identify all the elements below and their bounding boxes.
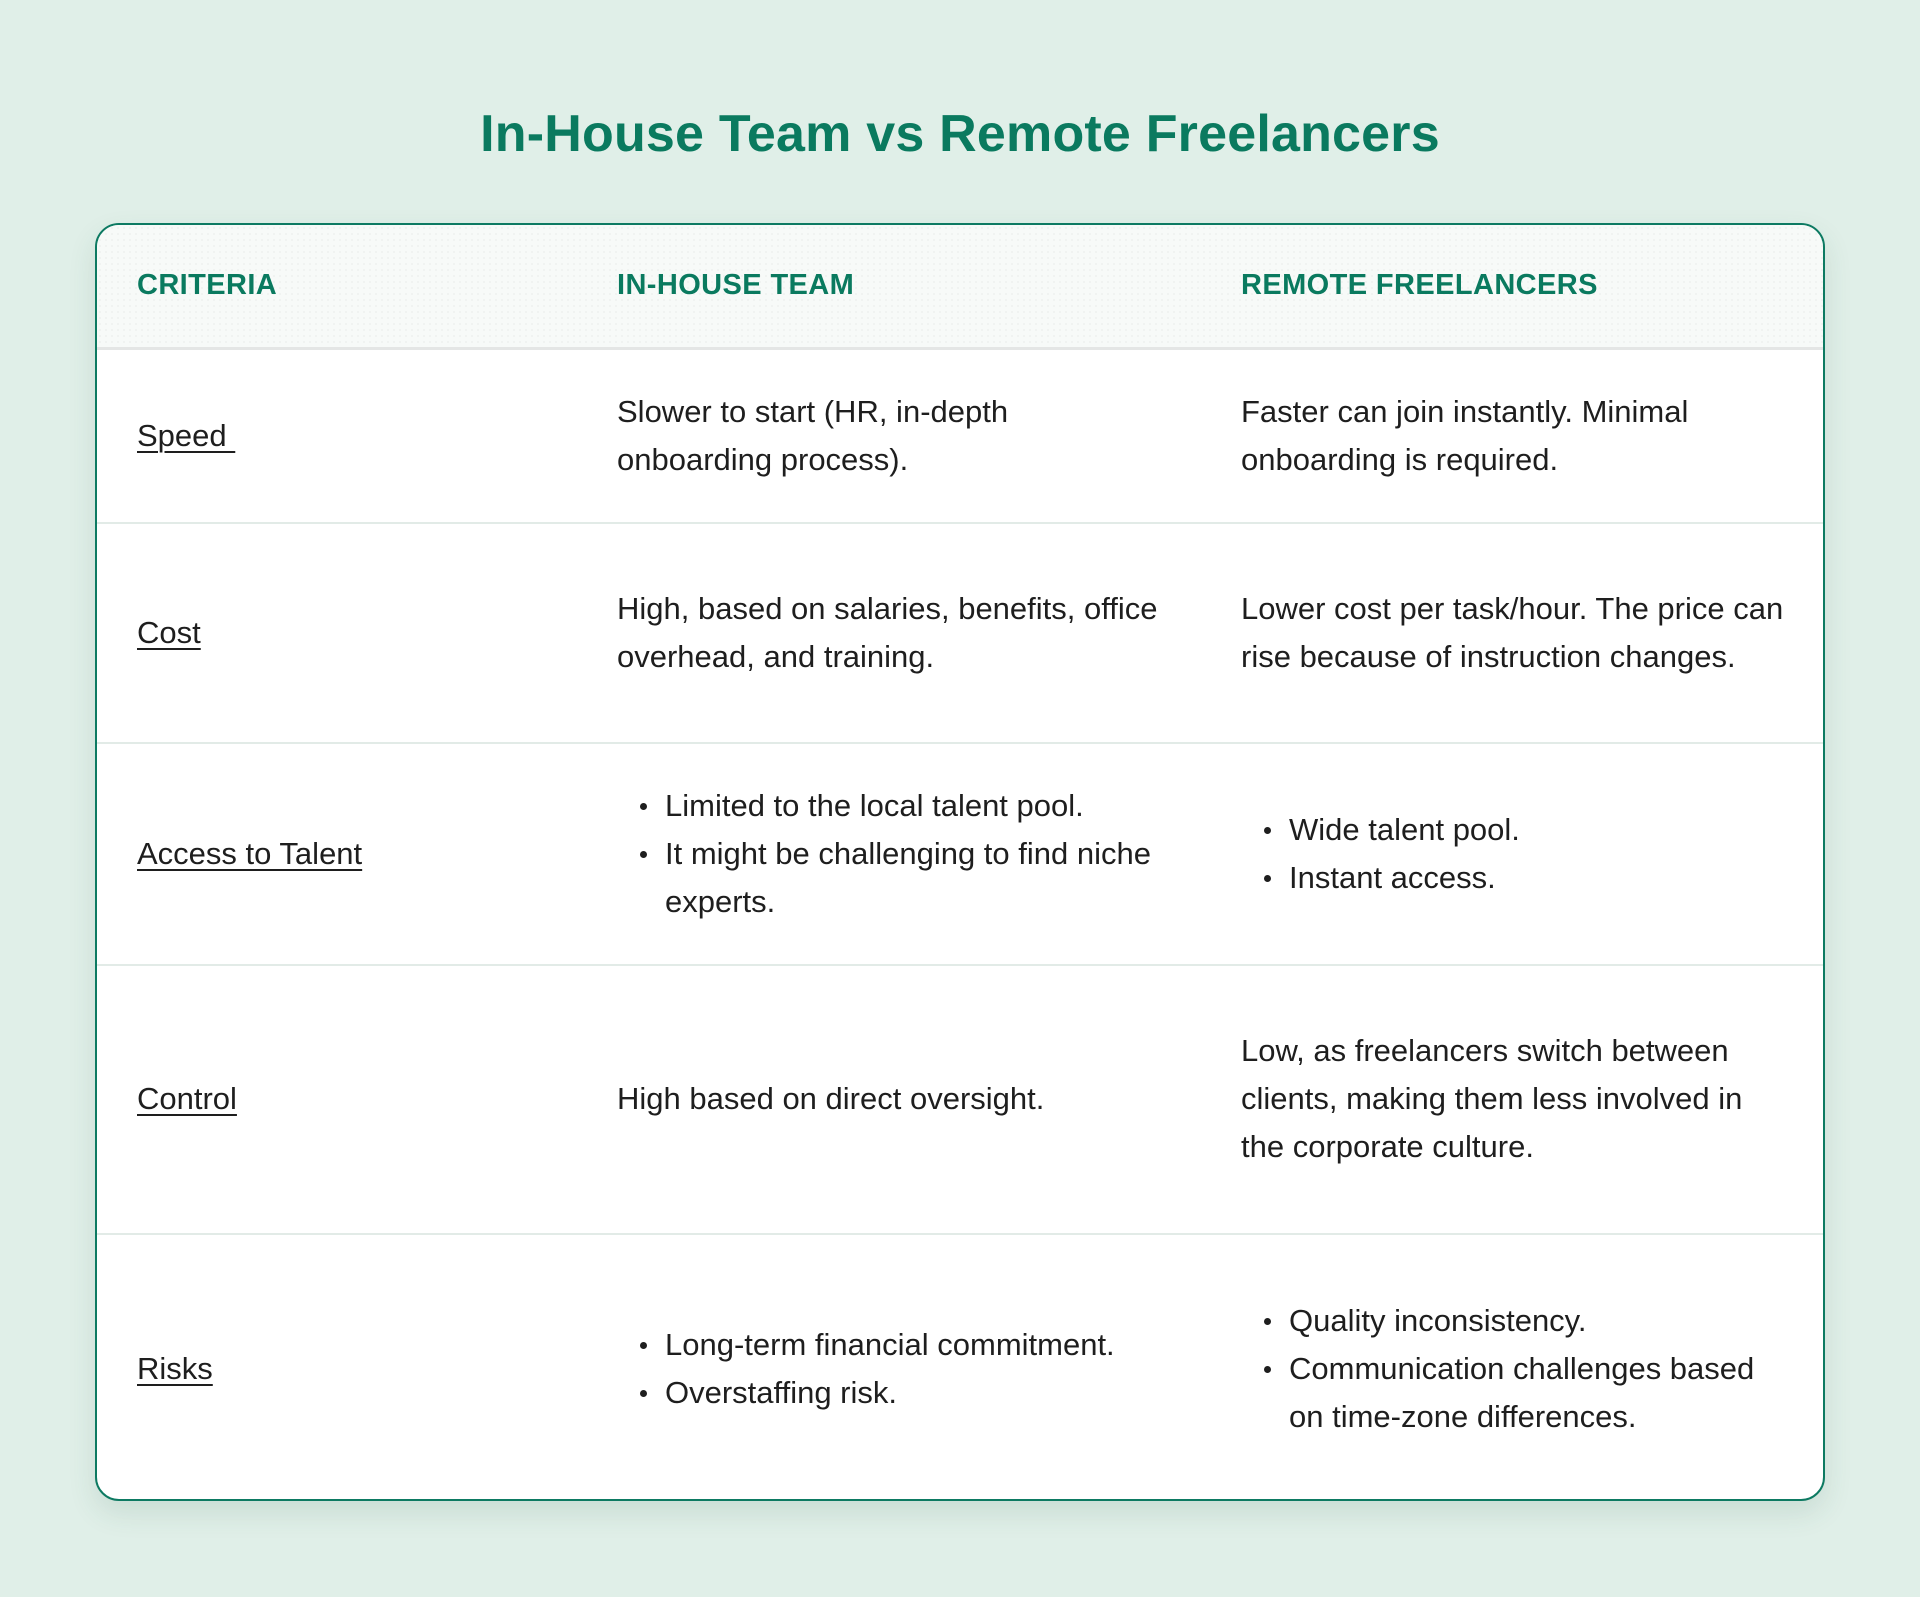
list-item: It might be challenging to find niche experts. — [617, 830, 1171, 926]
criteria-cell — [97, 348, 577, 523]
criteria-link-risks[interactable]: Risks — [137, 1350, 213, 1386]
list-item: Wide talent pool. — [1241, 806, 1793, 854]
comparison-card — [95, 223, 1825, 1501]
bullet-list — [1241, 1297, 1793, 1441]
bullet-list — [617, 782, 1171, 926]
table-row-risks — [97, 1234, 1823, 1502]
column-header-criteria: CRITERIA — [137, 269, 278, 302]
table-row-speed — [97, 348, 1823, 523]
column-header-in-house-team: IN-HOUSE TEAM — [617, 269, 855, 302]
bullet-list — [1241, 806, 1793, 902]
criteria-cell — [97, 965, 577, 1234]
list-item: Long-term financial commitment. — [617, 1321, 1171, 1369]
list-item: Instant access. — [1241, 854, 1793, 902]
remote-cell — [1201, 743, 1823, 965]
in-house-cell: High based on direct oversight. — [617, 1081, 1045, 1116]
table-row-cost — [97, 523, 1823, 743]
criteria-link-control[interactable]: Control — [137, 1081, 237, 1116]
list-item: Communication challenges based on time-zone differences. — [1241, 1345, 1793, 1441]
column-header-remote-freelancers: REMOTE FREELANCERS — [1241, 269, 1598, 302]
in-house-cell — [577, 743, 1201, 965]
list-item: Limited to the local talent pool. — [617, 782, 1171, 830]
remote-cell: Lower cost per task/hour. The price can rise because of instruction changes. — [1241, 590, 1784, 674]
criteria-cell — [97, 1234, 577, 1502]
table-row-access-to-talent — [97, 743, 1823, 965]
criteria-link-cost[interactable]: Cost — [137, 614, 201, 650]
criteria-cell — [97, 743, 577, 965]
comparison-table — [97, 225, 1823, 1501]
in-house-cell: Slower to start (HR, in-depth onboarding process). — [617, 393, 1009, 477]
remote-cell — [1201, 1234, 1823, 1502]
remote-cell: Faster can join instantly. Minimal onboarding is required. — [1241, 393, 1689, 477]
remote-cell: Low, as freelancers switch between clients, making them less involved in the corporate culture. — [1241, 1033, 1743, 1164]
table-header-row — [97, 225, 1823, 348]
page-title: In-House Team vs Remote Freelancers — [480, 105, 1440, 163]
list-item: Overstaffing risk. — [617, 1369, 1171, 1417]
list-item: Quality inconsistency. — [1241, 1297, 1793, 1345]
bullet-list — [617, 1321, 1171, 1417]
in-house-cell: High, based on salaries, benefits, office overhead, and training. — [617, 590, 1158, 674]
criteria-link-access-to-talent[interactable]: Access to Talent — [137, 835, 363, 871]
criteria-cell — [97, 523, 577, 743]
criteria-link-speed[interactable]: Speed — [137, 417, 236, 453]
in-house-cell — [577, 1234, 1201, 1502]
table-row-control — [97, 965, 1823, 1234]
